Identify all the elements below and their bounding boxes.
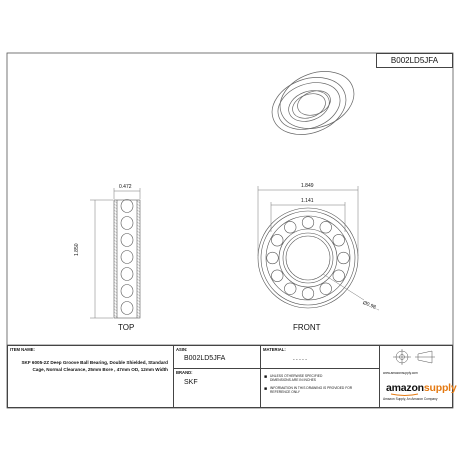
front-ball: [284, 283, 296, 295]
front-race-inner: [279, 229, 337, 287]
hatch-line: [137, 204, 140, 206]
hatch-line: [137, 276, 140, 278]
projection-symbol-cell: [380, 346, 452, 369]
front-bore: [286, 236, 330, 280]
hatch-line: [114, 231, 117, 233]
hatch-line: [114, 204, 117, 206]
iso-shield-inner: [284, 85, 333, 127]
front-ball: [333, 270, 345, 282]
material-value: - - - - -: [293, 357, 307, 363]
top-width-dim-text: 0.472: [119, 184, 132, 190]
hatch-line: [114, 255, 117, 257]
hatch-line: [114, 225, 117, 227]
hatch-line: [114, 279, 117, 281]
logo-amazon-text: amazon: [386, 382, 424, 394]
hatch-line: [137, 255, 140, 257]
iso-bore: [289, 89, 329, 122]
top-outer-rect: [114, 200, 140, 318]
hatch-line: [137, 279, 140, 281]
brand-value: SKF: [184, 379, 198, 386]
hatch-line: [137, 312, 140, 314]
top-ball: [121, 251, 133, 264]
top-view: [114, 200, 140, 319]
asin-value: B002LD5JFA: [184, 355, 226, 362]
hatch-line: [114, 309, 117, 311]
front-outer-ring: [258, 208, 358, 308]
material-label: MATERIAL:: [263, 347, 286, 352]
hatch-line: [137, 207, 140, 209]
hatch-line: [114, 243, 117, 245]
top-ball: [121, 285, 133, 298]
hatch-line: [137, 285, 140, 287]
hatch-line: [137, 297, 140, 299]
hatch-line: [137, 306, 140, 308]
part-id-box: [376, 53, 453, 68]
hatch-line: [137, 234, 140, 236]
brand-cell: [174, 369, 261, 407]
logo-supply-text: supply: [423, 382, 457, 394]
iso-bore-back: [294, 86, 334, 119]
hatch-line: [137, 249, 140, 251]
hatch-line: [137, 294, 140, 296]
hatch-line: [137, 258, 140, 260]
hatch-line: [137, 267, 140, 269]
hatch-line: [137, 309, 140, 311]
hatch-line: [114, 264, 117, 266]
hatch-line: [114, 315, 117, 317]
hatch-line: [137, 210, 140, 212]
top-ball: [121, 302, 133, 315]
top-ball: [121, 217, 133, 230]
isometric-view: [264, 62, 362, 145]
material-cell: [261, 346, 380, 369]
note-1-bullet: ■: [264, 374, 268, 380]
hatch-line: [114, 282, 117, 284]
top-hatch-group: [114, 201, 140, 317]
top-height-dim-text: 1.850: [74, 243, 80, 256]
asin-cell: [174, 346, 261, 369]
hatch-line: [137, 216, 140, 218]
iso-shield-outer: [271, 74, 346, 137]
hatch-line: [137, 315, 140, 317]
hatch-line: [137, 213, 140, 215]
third-angle-projection-icon: [380, 346, 452, 369]
logo-cell: [380, 369, 457, 407]
hatch-line: [114, 207, 117, 209]
title-block: [7, 345, 457, 408]
hatch-line: [114, 210, 117, 212]
top-view-label: TOP: [118, 323, 135, 332]
hatch-line: [114, 294, 117, 296]
hatch-line: [137, 225, 140, 227]
front-ball: [271, 234, 283, 246]
hatch-line: [137, 252, 140, 254]
hatch-line: [137, 273, 140, 275]
hatch-line: [114, 234, 117, 236]
note-1-line-1: UNLESS OTHERWISE SPECIFIED: [270, 374, 323, 378]
hatch-line: [137, 261, 140, 263]
asin-label: ASIN:: [176, 347, 188, 352]
hatch-line: [137, 231, 140, 233]
hatch-line: [114, 288, 117, 290]
note-2-line-1: INFORMATION IN THIS DRAWING IS PROVIDED FOR: [270, 386, 353, 390]
front-outer-ring-inner: [261, 211, 355, 305]
item-name-line-1: SKF 6005-2Z Deep Groove Ball Bearing, Double Shielded, Standard: [21, 360, 168, 365]
top-balls-group: [121, 200, 133, 315]
hatch-line: [114, 300, 117, 302]
top-ball: [121, 200, 133, 213]
hatch-line: [137, 300, 140, 302]
hatch-line: [137, 219, 140, 221]
hatch-line: [114, 219, 117, 221]
note-1-line-2: DIMENSIONS ARE IN INCHES: [270, 378, 316, 382]
front-ball: [267, 252, 279, 264]
hatch-line: [114, 246, 117, 248]
hatch-line: [114, 303, 117, 305]
hatch-line: [114, 258, 117, 260]
front-ball: [284, 221, 296, 233]
front-bore-callout-text: Ø0.98...: [361, 300, 381, 313]
hatch-line: [114, 273, 117, 275]
hatch-line: [114, 285, 117, 287]
hatch-line: [137, 237, 140, 239]
hatch-line: [114, 237, 117, 239]
hatch-line: [137, 282, 140, 284]
logo-tagline: Amazon Supply, An Amazon Company: [383, 397, 438, 401]
hatch-line: [137, 228, 140, 230]
hatch-line: [137, 291, 140, 293]
hatch-line: [114, 228, 117, 230]
front-race-outer: [266, 216, 350, 300]
hatch-line: [114, 249, 117, 251]
front-ball: [320, 283, 332, 295]
hatch-line: [114, 291, 117, 293]
front-ball: [302, 217, 314, 229]
hatch-line: [114, 213, 117, 215]
hatch-line: [137, 243, 140, 245]
hatch-line: [114, 261, 117, 263]
hatch-line: [114, 201, 117, 203]
hatch-line: [137, 246, 140, 248]
front-ball: [338, 252, 350, 264]
hatch-line: [137, 303, 140, 305]
iso-outer-front: [264, 68, 354, 145]
top-ball: [121, 234, 133, 247]
hatch-line: [137, 222, 140, 224]
hatch-line: [137, 240, 140, 242]
note-2-line-2: REFERENCE ONLY: [270, 390, 300, 394]
front-leader: [323, 274, 364, 300]
hatch-line: [137, 288, 140, 290]
notes-cell: [261, 369, 380, 407]
hatch-line: [114, 312, 117, 314]
hatch-line: [137, 264, 140, 266]
hatch-line: [114, 306, 117, 308]
front-ball: [320, 221, 332, 233]
hatch-line: [137, 201, 140, 203]
hatch-line: [114, 267, 117, 269]
note-2-bullet: ■: [264, 386, 268, 392]
hatch-line: [114, 240, 117, 242]
item-name-label: ITEM NAME:: [10, 347, 35, 352]
hatch-line: [137, 270, 140, 272]
part-id-text: B002LD5JFA: [390, 56, 439, 65]
hatch-line: [114, 222, 117, 224]
brand-label: BRAND:: [176, 370, 193, 375]
item-name-cell: [8, 346, 174, 407]
front-ball: [333, 234, 345, 246]
front-view-label: FRONT: [293, 323, 321, 332]
hatch-line: [114, 216, 117, 218]
front-outer-dim-text: 1.849: [301, 183, 314, 189]
hatch-line: [114, 276, 117, 278]
front-ball: [302, 288, 314, 300]
front-ball: [271, 270, 283, 282]
front-inner-dim-text: 1.141: [301, 198, 314, 204]
hatch-line: [114, 252, 117, 254]
hatch-line: [114, 297, 117, 299]
top-ball: [121, 268, 133, 281]
front-view: [258, 208, 358, 308]
logo-url: www.amazonsupply.com: [383, 371, 418, 375]
hatch-line: [114, 270, 117, 272]
item-name-line-2: Cage, Normal Clearance, 25mm Bore , 47mm OD, 12mm Width: [32, 367, 168, 372]
